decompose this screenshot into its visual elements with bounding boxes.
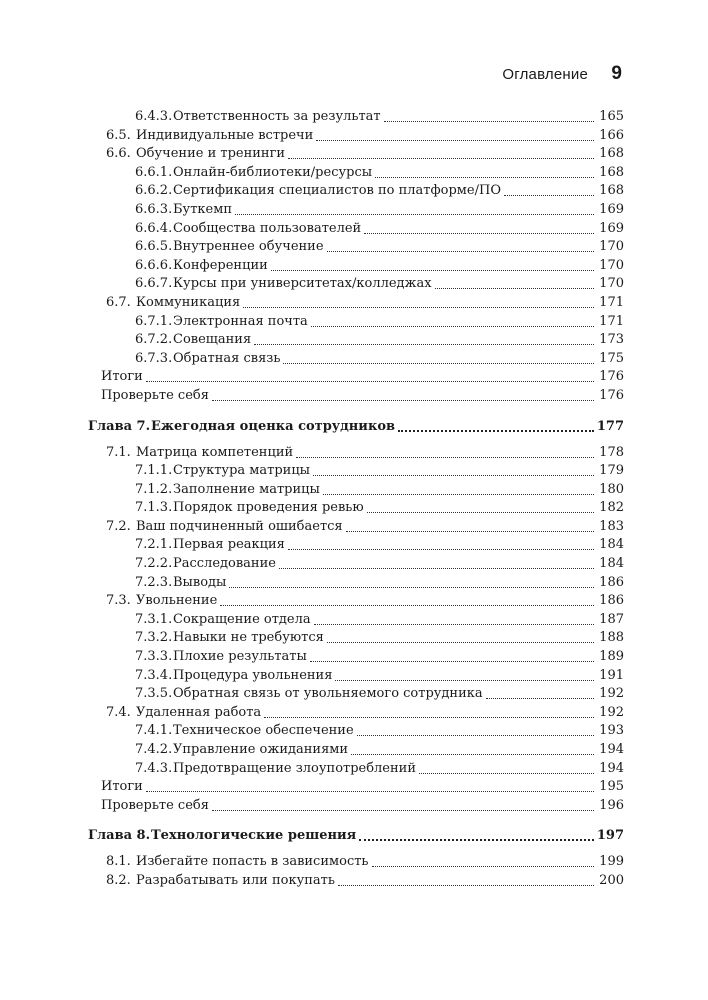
toc-entry-title: Онлайн-библиотеки/ресурсы: [173, 164, 373, 180]
toc-entry-row: [88, 722, 624, 741]
toc-entry-title-wrap: [136, 872, 594, 891]
dot-leader: [364, 220, 594, 234]
dot-leader: [235, 201, 594, 215]
toc-entry-title-wrap: [173, 275, 594, 294]
toc-entry-row: [88, 220, 624, 239]
toc-entry-page: 187: [599, 611, 624, 627]
toc-entry-title-wrap: [173, 182, 594, 201]
toc-entry-title: Плохие результаты: [173, 649, 307, 665]
toc-entry-title-wrap: [173, 555, 594, 574]
dot-leader: [375, 164, 594, 178]
dot-leader: [311, 313, 594, 327]
toc-entry-number: 7.4.3.: [135, 760, 173, 776]
toc-entry-row: [88, 685, 624, 704]
toc-entry-title: Технологические решения: [151, 828, 357, 844]
toc-entry-title-wrap: [173, 611, 594, 630]
toc-entry-row: [88, 145, 624, 164]
dot-leader: [316, 127, 594, 141]
toc-entry-row: [88, 462, 624, 481]
toc-entry-row: [88, 518, 624, 537]
toc-entry-page: 173: [599, 332, 624, 348]
toc-entry-number: 6.6.5.: [135, 239, 173, 255]
toc-entry-number: 6.6.6.: [135, 257, 173, 273]
toc-entry-page: 195: [599, 779, 624, 795]
dot-leader: [346, 518, 594, 532]
toc-entry-title: Индивидуальные встречи: [136, 127, 314, 143]
dot-leader: [486, 685, 594, 699]
toc-entry-title-wrap: [151, 825, 594, 847]
toc-entry-row: [88, 350, 624, 369]
toc-entry-page: 175: [599, 350, 624, 366]
toc-entry-title: Сокращение отдела: [173, 611, 311, 627]
toc-entry-title-wrap: [173, 313, 594, 332]
toc-entry-row: [88, 201, 624, 220]
toc-entry-page: 189: [599, 649, 624, 665]
dot-leader: [310, 648, 594, 662]
toc-entry-page: 176: [599, 387, 624, 403]
toc-entry-title-wrap: [151, 416, 594, 438]
toc-entry-title-wrap: [173, 220, 594, 239]
toc-entry-title: Итоги: [101, 369, 143, 385]
dot-leader: [323, 481, 594, 495]
toc-entry-title-wrap: [173, 574, 594, 593]
toc-entry-page: 186: [599, 593, 624, 609]
toc-entry-title-wrap: [101, 387, 594, 406]
toc-entry-page: 169: [599, 220, 624, 236]
toc-entry-title-wrap: [101, 797, 594, 816]
dot-leader: [243, 294, 594, 308]
toc-entry-row: [88, 704, 624, 723]
toc-entry-row: [88, 797, 624, 816]
toc-entry-number: 7.1.3.: [135, 500, 173, 516]
toc-entry-row: [88, 444, 624, 463]
toc-entry-title: Порядок проведения ревью: [173, 500, 364, 516]
toc-entry-page: 188: [599, 630, 624, 646]
toc-entry-number: 7.3.5.: [135, 686, 173, 702]
toc-entry-row: [88, 648, 624, 667]
toc-entry-title-wrap: [173, 741, 594, 760]
toc-entry-number: 7.3.1.: [135, 611, 173, 627]
toc-entry-number: 7.2.3.: [135, 574, 173, 590]
toc-entry-number: 7.4.: [106, 704, 131, 720]
toc-entry-page: 184: [599, 556, 624, 572]
toc-entry-page: 199: [599, 854, 624, 870]
dot-leader: [146, 778, 594, 792]
dot-leader: [367, 499, 594, 513]
toc-entry-title-wrap: [136, 592, 594, 611]
toc-entry-number: 7.3.2.: [135, 630, 173, 646]
toc-entry-title: Избегайте попасть в зависимость: [136, 854, 369, 870]
toc-entry-title: Проверьте себя: [101, 387, 209, 403]
toc-entry-number: Глава 8.: [88, 828, 151, 844]
dot-leader: [264, 704, 594, 718]
toc-entry-title: Ваш подчиненный ошибается: [136, 518, 343, 534]
toc-entry-title-wrap: [173, 238, 594, 257]
toc-entry-title: Совещания: [173, 332, 252, 348]
toc-entry-title: Буткемп: [173, 201, 232, 217]
dot-leader: [254, 331, 594, 345]
toc-entry-title-wrap: [173, 499, 594, 518]
toc-entry-title: Обучение и тренинги: [136, 146, 286, 162]
toc-entry-title: Сертификация специалистов по платформе/ПО: [173, 183, 501, 199]
dot-leader: [327, 629, 594, 643]
toc-entry-number: 6.6.2.: [135, 183, 173, 199]
toc-entry-title: Структура матрицы: [173, 463, 311, 479]
toc-entry-title-wrap: [173, 536, 594, 555]
toc-entry-page: 180: [599, 481, 624, 497]
dot-leader: [212, 387, 594, 401]
toc-entry-number: 6.7.1.: [135, 313, 173, 329]
header-page-number: 9: [611, 63, 622, 84]
toc-entry-page: 192: [599, 686, 624, 702]
toc-entry-page: 170: [599, 276, 624, 292]
toc-entry-title: Расследование: [173, 556, 276, 572]
toc-entry-title: Конференции: [173, 257, 268, 273]
toc-entry-page: 168: [599, 146, 624, 162]
dot-leader: [372, 853, 595, 867]
toc-entry-row: [88, 667, 624, 686]
toc-entry-page: 177: [596, 418, 624, 434]
toc-entry-number: 6.5.: [106, 127, 131, 143]
toc-entry-title: Увольнение: [136, 593, 218, 609]
dot-leader: [212, 797, 594, 811]
toc-entry-page: 200: [599, 872, 624, 888]
toc-entry-title-wrap: [136, 444, 594, 463]
toc-entry-number: 6.7.2.: [135, 332, 173, 348]
toc-entry-title: Сообщества пользователей: [173, 220, 362, 236]
dot-leader: [288, 536, 594, 550]
dot-leader: [357, 722, 594, 736]
toc-entry-page: 196: [599, 797, 624, 813]
table-of-contents: [88, 108, 624, 891]
toc-entry-page: 197: [596, 828, 624, 844]
dot-leader: [359, 825, 594, 841]
toc-entry-row: [88, 238, 624, 257]
toc-entry-page: 186: [599, 574, 624, 590]
toc-entry-number: 6.6.: [106, 146, 131, 162]
dot-leader: [313, 462, 594, 476]
toc-entry-title-wrap: [101, 778, 594, 797]
toc-entry-title-wrap: [173, 481, 594, 500]
toc-entry-title: Техническое обеспечение: [173, 723, 354, 739]
toc-chapter-row: [88, 825, 624, 847]
dot-leader: [419, 760, 594, 774]
toc-entry-title-wrap: [173, 760, 594, 779]
toc-entry-row: [88, 257, 624, 276]
toc-entry-number: 6.6.4.: [135, 220, 173, 236]
dot-leader: [146, 368, 594, 382]
toc-entry-number: 7.1.1.: [135, 463, 173, 479]
dot-leader: [296, 444, 594, 458]
toc-entry-row: [88, 182, 624, 201]
toc-entry-row: [88, 629, 624, 648]
toc-entry-title: Разрабатывать или покупать: [136, 872, 335, 888]
toc-entry-title-wrap: [173, 108, 594, 127]
toc-entry-title-wrap: [173, 164, 594, 183]
dot-leader: [335, 667, 594, 681]
toc-entry-page: 170: [599, 257, 624, 273]
toc-entry-number: Глава 7.: [88, 418, 151, 434]
toc-entry-number: 8.2.: [106, 872, 131, 888]
toc-entry-row: [88, 368, 624, 387]
toc-entry-title: Ответственность за результат: [173, 109, 381, 124]
dot-leader: [338, 872, 594, 886]
toc-entry-page: 192: [599, 704, 624, 720]
toc-entry-title: Обратная связь от увольняемого сотрудника: [173, 686, 483, 702]
toc-entry-title-wrap: [173, 350, 594, 369]
dot-leader: [229, 574, 594, 588]
toc-entry-number: 7.1.2.: [135, 481, 173, 497]
toc-entry-number: 8.1.: [106, 854, 131, 870]
dot-leader: [314, 611, 594, 625]
toc-entry-title-wrap: [101, 368, 594, 387]
dot-leader: [327, 238, 594, 252]
toc-entry-page: 184: [599, 537, 624, 553]
toc-entry-title-wrap: [136, 853, 594, 872]
toc-entry-page: 183: [599, 518, 624, 534]
toc-entry-title-wrap: [136, 704, 594, 723]
toc-entry-row: [88, 108, 624, 127]
toc-entry-title-wrap: [173, 667, 594, 686]
toc-entry-title-wrap: [173, 331, 594, 350]
toc-entry-title-wrap: [136, 294, 594, 313]
toc-entry-page: 168: [599, 164, 624, 180]
toc-entry-page: 193: [599, 723, 624, 739]
dot-leader: [220, 592, 594, 606]
toc-entry-title: Ежегодная оценка сотрудников: [151, 418, 396, 434]
toc-entry-title: Обратная связь: [173, 350, 281, 366]
toc-entry-row: [88, 872, 624, 891]
toc-entry-row: [88, 294, 624, 313]
toc-entry-row: [88, 592, 624, 611]
toc-entry-number: 7.2.: [106, 518, 131, 534]
toc-entry-page: 191: [599, 667, 624, 683]
toc-entry-row: [88, 741, 624, 760]
dot-leader: [504, 182, 594, 196]
toc-entry-title: Электронная почта: [173, 313, 308, 329]
toc-entry-number: 6.6.3.: [135, 201, 173, 217]
toc-entry-page: 176: [599, 369, 624, 385]
toc-entry-row: [88, 574, 624, 593]
toc-entry-number: 6.6.7.: [135, 276, 173, 292]
toc-entry-page: 182: [599, 500, 624, 516]
toc-entry-page: 171: [599, 294, 624, 310]
toc-entry-title-wrap: [173, 257, 594, 276]
toc-entry-title-wrap: [173, 462, 594, 481]
toc-entry-number: 7.3.: [106, 593, 131, 609]
toc-entry-page: 194: [599, 742, 624, 757]
toc-entry-row: [88, 275, 624, 294]
toc-entry-number: 7.1.: [106, 444, 131, 460]
toc-entry-title-wrap: [136, 127, 594, 146]
dot-leader: [279, 555, 594, 569]
toc-entry-number: 6.7.3.: [135, 350, 173, 366]
toc-entry-title: Курсы при университетах/колледжах: [173, 276, 432, 292]
toc-entry-page: 194: [599, 760, 624, 776]
toc-entry-title: Процедура увольнения: [173, 667, 333, 683]
toc-entry-row: [88, 331, 624, 350]
toc-entry-row: [88, 853, 624, 872]
toc-entry-number: 7.3.4.: [135, 667, 173, 683]
toc-entry-title-wrap: [136, 518, 594, 537]
toc-entry-row: [88, 611, 624, 630]
toc-entry-title-wrap: [173, 722, 594, 741]
toc-entry-title: Внутреннее обучение: [173, 239, 324, 255]
toc-entry-page: 169: [599, 201, 624, 217]
toc-entry-title: Первая реакция: [173, 537, 285, 553]
toc-entry-title-wrap: [136, 145, 594, 164]
toc-entry-page: 165: [599, 109, 624, 124]
toc-entry-row: [88, 481, 624, 500]
dot-leader: [384, 108, 594, 122]
toc-entry-title: Коммуникация: [136, 294, 241, 310]
toc-entry-page: 170: [599, 239, 624, 255]
dot-leader: [283, 350, 594, 364]
toc-entry-number: 7.4.1.: [135, 723, 173, 739]
toc-entry-number: 7.3.3.: [135, 649, 173, 665]
toc-entry-row: [88, 536, 624, 555]
toc-entry-row: [88, 499, 624, 518]
toc-entry-title: Предотвращение злоупотреблений: [173, 760, 416, 776]
toc-entry-number: 7.2.2.: [135, 556, 173, 572]
toc-entry-page: 178: [599, 444, 624, 460]
toc-entry-title: Выводы: [173, 574, 227, 590]
toc-entry-row: [88, 760, 624, 779]
dot-leader: [351, 741, 594, 755]
toc-entry-page: 168: [599, 183, 624, 199]
toc-entry-title: Навыки не требуются: [173, 630, 324, 646]
toc-entry-page: 171: [599, 313, 624, 329]
toc-entry-row: [88, 313, 624, 332]
toc-entry-title-wrap: [173, 629, 594, 648]
toc-entry-title: Заполнение матрицы: [173, 481, 320, 497]
toc-entry-row: [88, 164, 624, 183]
dot-leader: [435, 275, 594, 289]
toc-entry-row: [88, 387, 624, 406]
dot-leader: [271, 257, 594, 271]
toc-entry-row: [88, 778, 624, 797]
toc-entry-page: 179: [599, 463, 624, 479]
toc-entry-number: 7.2.1.: [135, 537, 173, 553]
toc-entry-page: 166: [599, 127, 624, 143]
toc-entry-number: 6.6.1.: [135, 164, 173, 180]
toc-entry-row: [88, 555, 624, 574]
header-title: Оглавление: [502, 66, 588, 83]
toc-chapter-row: [88, 416, 624, 438]
toc-entry-title-wrap: [173, 201, 594, 220]
toc-entry-title-wrap: [173, 685, 594, 704]
dot-leader: [398, 416, 594, 432]
running-header: [0, 64, 708, 88]
toc-entry-number: 7.4.2.: [135, 742, 173, 757]
toc-entry-title: Проверьте себя: [101, 797, 209, 813]
toc-entry-title: Матрица компетенций: [136, 444, 294, 460]
toc-entry-title: Удаленная работа: [136, 704, 262, 720]
toc-entry-number: 6.4.3.: [135, 109, 173, 124]
toc-entry-number: 6.7.: [106, 294, 131, 310]
dot-leader: [288, 145, 594, 159]
toc-entry-title: Итоги: [101, 779, 143, 795]
toc-entry-row: [88, 127, 624, 146]
toc-entry-title: Управление ожиданиями: [173, 742, 349, 757]
toc-entry-title-wrap: [173, 648, 594, 667]
